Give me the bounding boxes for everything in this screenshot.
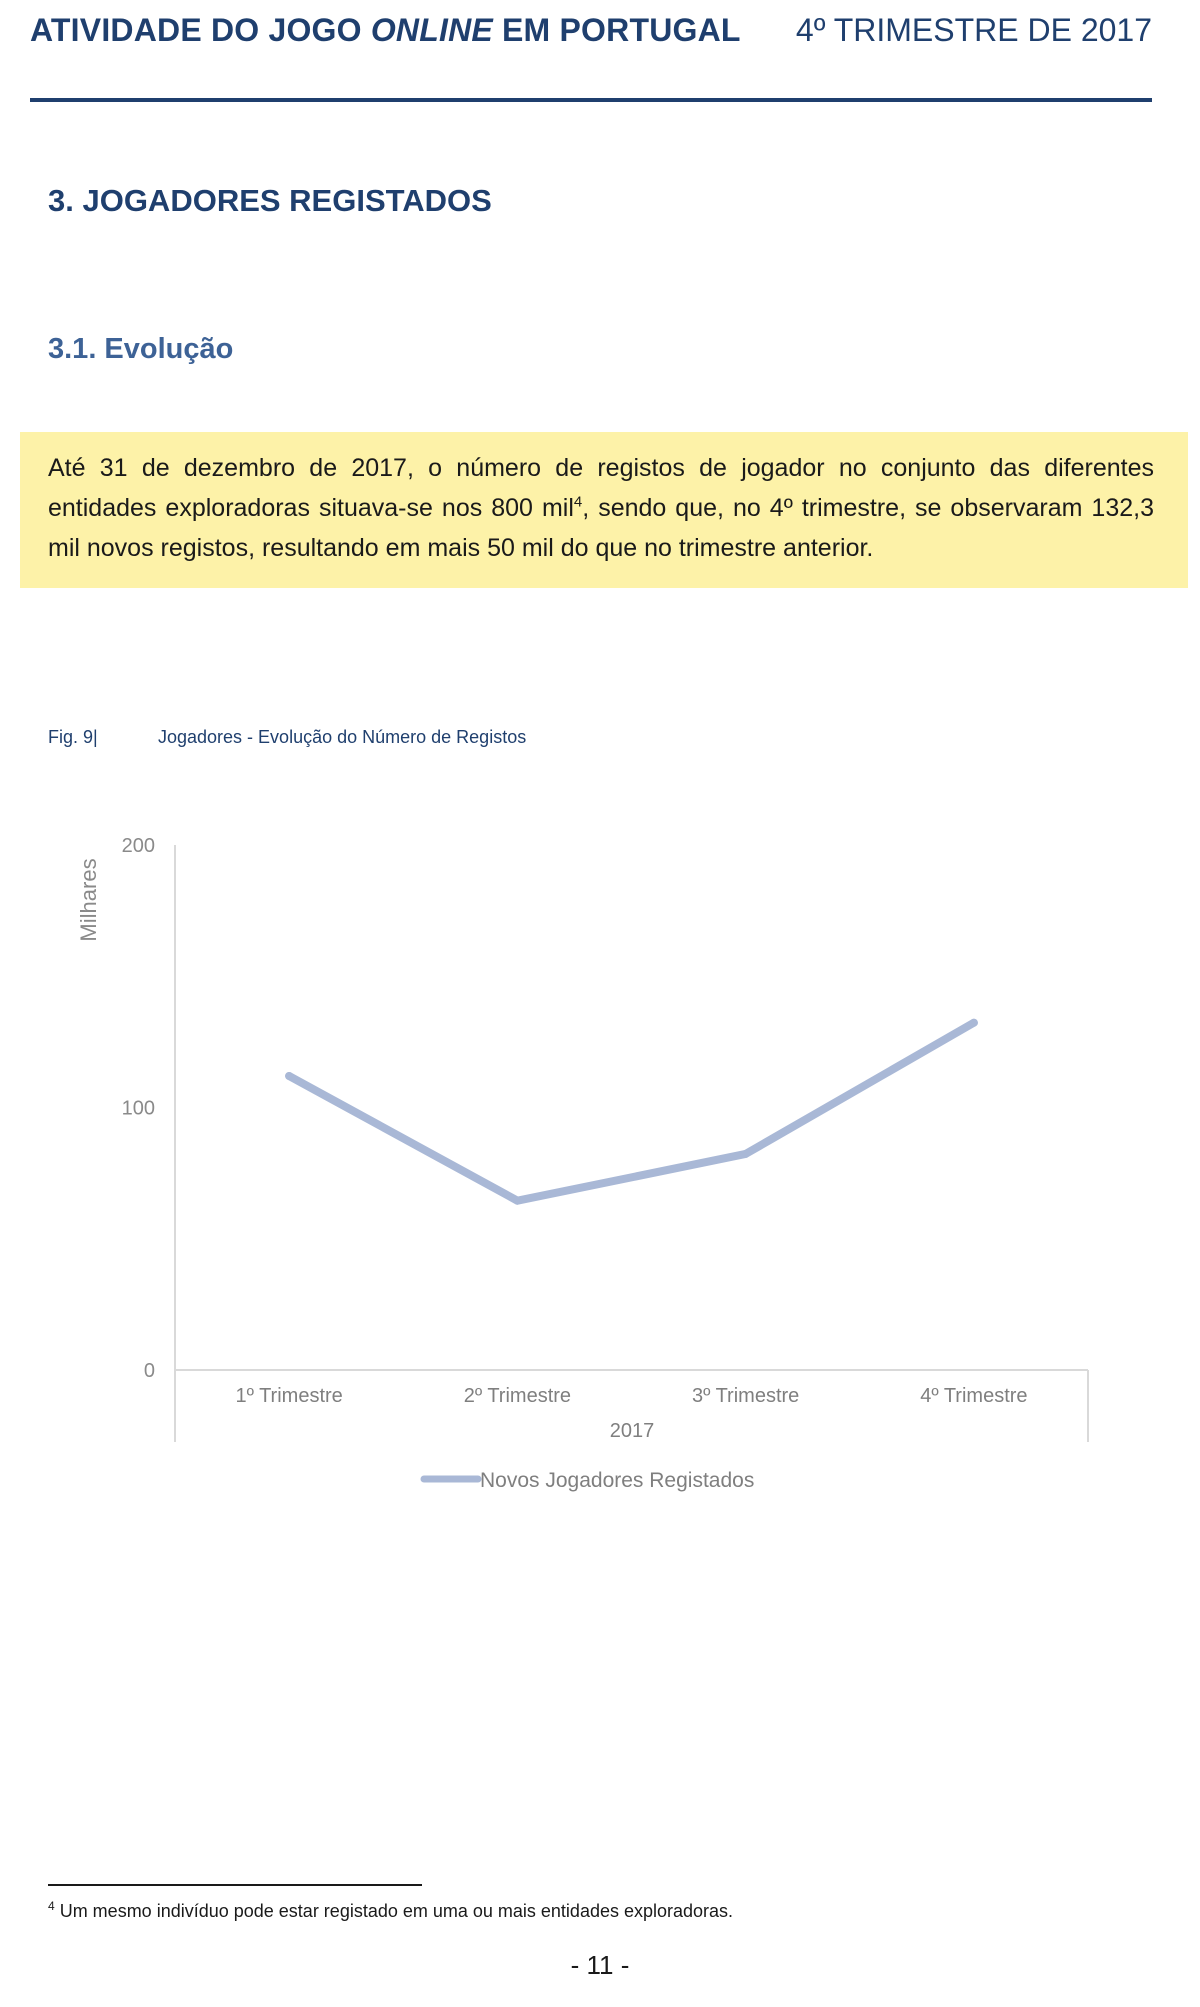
legend-label: Novos Jogadores Registados: [480, 1469, 755, 1492]
header-divider: [30, 98, 1152, 102]
page-number: - 11 -: [570, 1950, 630, 1980]
page-header: [30, 12, 1152, 72]
series-line-novos-jogadores: [289, 1023, 974, 1201]
x-tick-label: 4º Trimestre: [920, 1385, 1028, 1407]
figure-title: Jogadores - Evolução do Número de Registos: [158, 727, 527, 747]
y-tick-label: 100: [121, 1097, 155, 1120]
report-period: 4º TRIMESTRE DE 2017: [795, 12, 1152, 48]
x-tick-label: 2º Trimestre: [463, 1385, 572, 1407]
report-title: [30, 12, 741, 49]
report-title-italic: ONLINE: [370, 12, 493, 48]
x-axis-group-label: 2017: [609, 1420, 655, 1442]
highlight-text-1: Até 31 de dezembro de 2017, o número de registos de jogador no conjunto das diferentes entidades exploradoras situava-se nos 800 mil: [48, 454, 1154, 522]
y-tick-label: 0: [143, 1360, 155, 1382]
subsection-heading: 3.1. Evolução: [48, 333, 234, 365]
highlight-box: [20, 432, 1188, 588]
footnote-text: Um mesmo indivíduo pode estar registado em uma ou mais entidades exploradoras.: [54, 1901, 734, 1921]
figure-label: Fig. 9|: [48, 727, 98, 747]
x-tick-label: 3º Trimestre: [691, 1385, 800, 1407]
y-axis-ticks: [122, 835, 155, 1382]
data-point: [970, 1019, 978, 1027]
x-tick-label: 1º Trimestre: [235, 1385, 343, 1407]
highlight-paragraph: [48, 448, 1154, 568]
y-tick-label: 200: [121, 835, 155, 857]
report-title-part1: ATIVIDADE DO JOGO: [30, 12, 371, 48]
x-axis-categories: [235, 1385, 1027, 1407]
line-chart: [0, 800, 1200, 1520]
report-title-part2: EM PORTUGAL: [492, 12, 741, 48]
data-point: [513, 1197, 521, 1205]
y-axis-label: Milhares: [76, 858, 101, 942]
footnote: [48, 1899, 733, 1922]
footnote-divider: [48, 1884, 422, 1886]
data-point: [285, 1072, 293, 1080]
footnote-reference: 4: [573, 493, 583, 511]
footnote-marker: 4: [48, 1899, 55, 1913]
data-point: [742, 1150, 750, 1158]
highlight-text-2: , sendo que, no 4º trimestre, se observaram 132,3 mil novos registos, resultando em mais 50 mil do que no trimestre anterior.: [48, 494, 1154, 562]
figure-caption: [48, 727, 527, 748]
section-heading: 3. JOGADORES REGISTADOS: [48, 183, 492, 218]
legend: [424, 1469, 754, 1492]
